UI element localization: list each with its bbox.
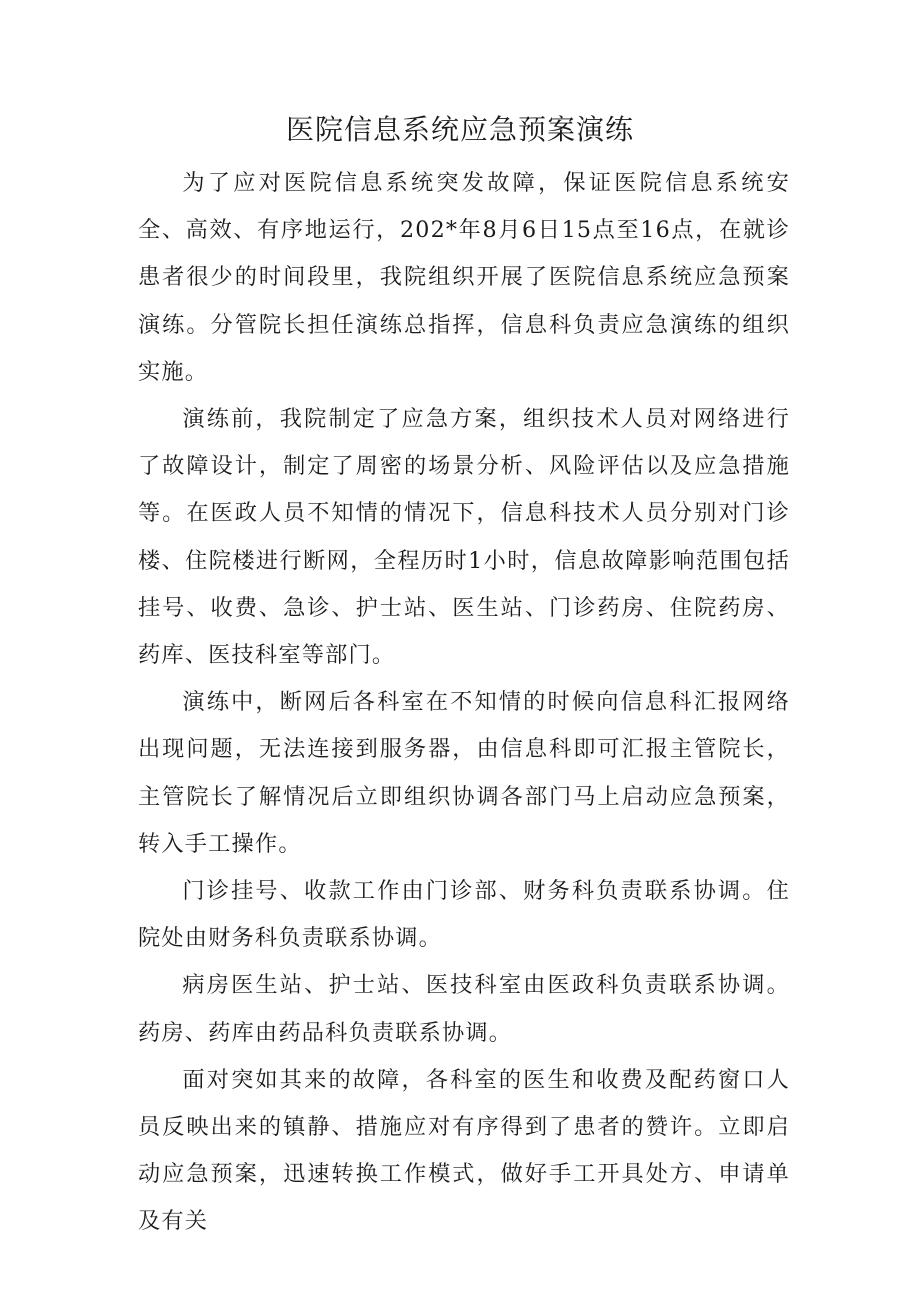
document-title: 医院信息系统应急预案演练 xyxy=(285,113,634,146)
paragraph-response: 面对突如其来的故障，各科室的医生和收费及配药窗口人员反映出来的镇静、措施应对有序得到了患者的赞许。立即启动应急预案，迅速转换工作模式，做好手工开具处方、申请单及有关 xyxy=(138,1066,790,1235)
document-body xyxy=(138,160,790,1246)
paragraph-ward-coordination: 病房医生站、护士站、医技科室由医政科负责联系协调。药房、药库由药品科负责联系协调。 xyxy=(138,972,790,1046)
paragraph-intro: 为了应对医院信息系统突发故障，保证医院信息系统安全、高效、有序地运行，202*年8月6日15点至16点，在就诊患者很少的时间段里，我院组织开展了医院信息系统应急预案演练。分管院长担任演练总指挥，信息科负责应急演练的组织实施。 xyxy=(138,170,790,385)
paragraph-outpatient-coordination: 门诊挂号、收款工作由门诊部、财务科负责联系协调。住院处由财务科负责联系协调。 xyxy=(138,878,790,952)
paragraph-preparation: 演练前，我院制定了应急方案，组织技术人员对网络进行了故障设计，制定了周密的场景分析、风险评估以及应急措施等。在医政人员不知情的情况下，信息科技术人员分别对门诊楼、住院楼进行断网，全程历时1小时，信息故障影响范围包括挂号、收费、急诊、护士站、医生站、门诊药房、住院药房、药库、医技科室等部门。 xyxy=(138,406,790,669)
paragraph-drill-process: 演练中，断网后各科室在不知情的时候向信息科汇报网络出现问题，无法连接到服务器，由信息科即可汇报主管院长，主管院长了解情况后立即组织协调各部门马上启动应急预案，转入手工操作。 xyxy=(138,689,790,857)
